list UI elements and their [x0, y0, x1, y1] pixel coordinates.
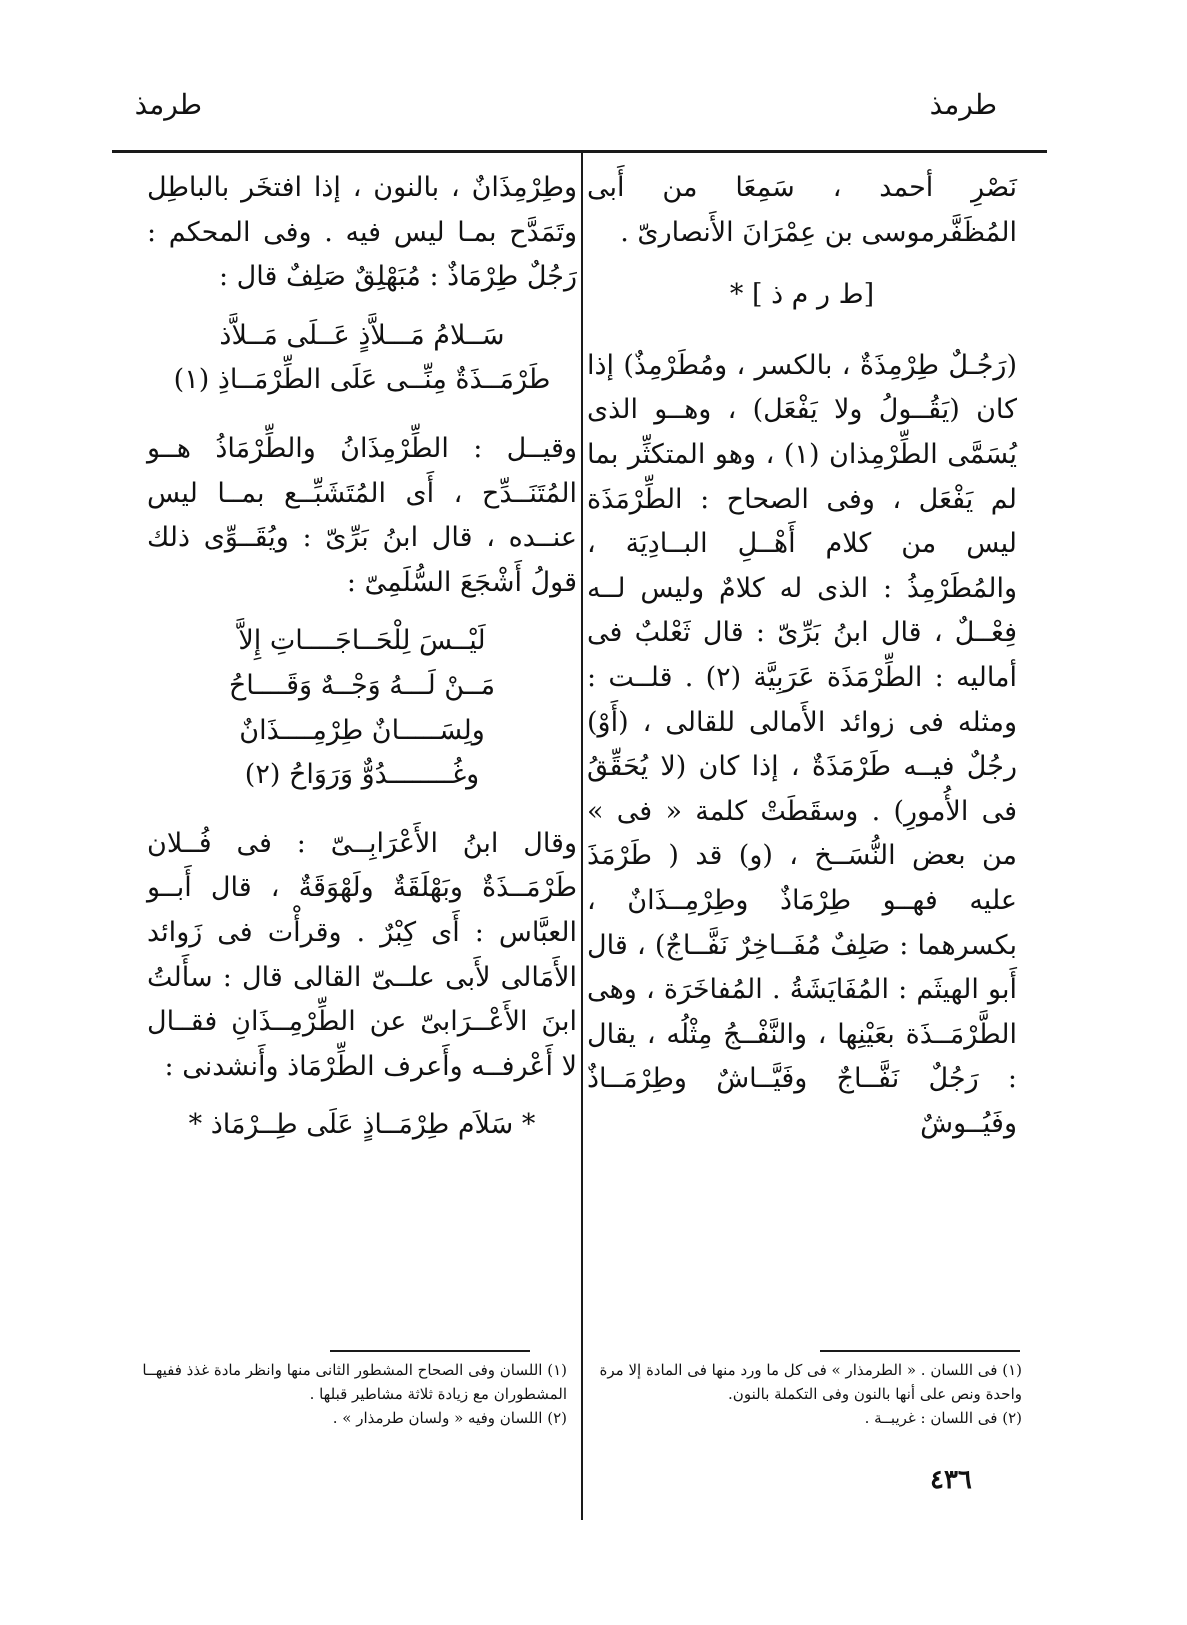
right-column	[587, 166, 1017, 1146]
footnotes-right	[592, 1358, 1022, 1430]
column-divider	[581, 150, 583, 1520]
footnote-rule-left	[330, 1350, 530, 1352]
page-number: ٤٣٦	[930, 1465, 972, 1495]
verse-2-line-2: مَــنْ لَـــهُ وَجْــهٌ وَقَــــاحُ	[228, 669, 496, 701]
verse-1-line-1: سَــلامُ مَـــلاَّذٍ عَــلَى مَــلاَّذ	[219, 319, 505, 351]
running-header-left: طرمذ	[134, 88, 202, 121]
header-rule	[112, 150, 1047, 153]
footnote-right-1: (١) فى اللسان . « الطرمذار » فى كل ما ورد منها فى المادة إلا مرة واحدة ونص على أنها بالنون وفى التكملة بالنون.	[599, 1361, 1022, 1403]
footnotes-left	[137, 1358, 567, 1430]
running-header-right: طرمذ	[929, 88, 997, 121]
verse-2-line-1: لَيْــسَ لِلْحَــاجَــــاتِ إِلاَّ	[238, 625, 486, 657]
left-column	[147, 166, 577, 1148]
verse-1	[147, 314, 577, 403]
footnote-rule-right	[820, 1350, 1020, 1352]
left-column-para-2: وقيــل : الطِّرْمِذَانُ والطِّرْمَاذُ هــو المُتَنَــدِّح ، أَى المُتَشَبِّــع بمــا ليس عنــده ، قال ابنُ بَرِّىّ : ويُقَــوِّى ذلك قولُ أَشْجَعَ السُّلَمِىّ :	[147, 432, 577, 598]
right-column-intro: نَصْرِ أحمد ، سَمِعَا من أَبى المُظَفَّرموسى بن عِمْرَانَ الأَنصارىّ .	[587, 172, 1017, 248]
verse-3-line-1: * سَلاَم طِرْمَــاذٍ عَلَى طِــرْمَاذ *	[188, 1109, 536, 1141]
left-column-para-1: وطِرْمِذَانٌ ، بالنون ، إذا افتخَر بالباطِل وتَمَدَّح بمـا ليس فيه . وفى المحكم : رَجُلٌ طِرْمَاذٌ : مُبَهْلِقٌ صَلِفٌ قال :	[147, 172, 577, 293]
verse-3	[147, 1103, 577, 1148]
right-column-body: (رَجُـلٌ طِرْمِذَةٌ ، بالكسر ، ومُطَرْمِذٌ) إذا كان (يَقُــولُ ولا يَفْعَل) ، وهــو الذى يُسَمَّى الطِّرْمِذان (١) ، وهو المتكثِّر بما لم يَفْعَل ، وفى الصحاح : الطِّرْمَذَة ليس من كلام أَهْــلِ البــادِيَة ، والمُطَرْمِذُ : الذى له كلامٌ وليس لــه فِعْــلٌ ، قال ابنُ بَرِّىّ : قال ثَعْلبٌ فى أماليه : الطِّرْمَذَة عَرَبِيَّة (٢) . قلــت : ومثله فى زوائد الأَمالى للقالى ، (أَوْ) رجُلٌ فيــه طَرْمَذَةٌ ، إذا كان (لا يُحَقِّقُ فى الأُمورِ) . وسقَطَتْ كلمة « فى » من بعض النُّسَــخ ، (و) قد ( طَرْمَذَ عليه فهــو طِرْمَاذٌ وطِرْمِــذَانٌ ، بكسرهما : صَلِفٌ مُفَــاخِرٌ نَفَّــاجٌ) ، قال أَبو الهيثَم : المُفَايَشَةُ . المُفاخَرَة ، وهى الطَّرْمَــذَة بعَيْنِها ، والنَّفْــجُ مِثْلُه ، يقال : رَجُلٌ نَفَّــاجٌ وفَيَّــاشٌ وطِرْمَــاذٌ وفَيُــوشٌ	[587, 349, 1018, 1139]
footnote-right-2: (٢) فى اللسان : غريبــة .	[864, 1409, 1022, 1427]
footnote-left-2: (٢) اللسان وفيه « ولسان طرمذار » .	[332, 1409, 567, 1427]
footnote-left-1: (١) اللسان وفى الصحاح المشطور الثانى منها وانظر مادة غذذ ففيهــا المشطوران مع زيادة ثلاثة مشاطير قبلها .	[142, 1361, 567, 1403]
entry-heading: [ط ر م ذ ] *	[729, 279, 875, 311]
verse-2-line-4: وغُــــــــدُوٌّ وَرَوَاحُ (٢)	[244, 759, 480, 791]
verse-1-line-2: طَرْمَــذَةٌ مِنِّــى عَلَى الطِّرْمَــاذِ (١)	[173, 364, 551, 396]
left-column-para-3: وقال ابنُ الأَعْرَابِــىّ : فى فُــلان طَرْمَــذَةٌ وبَهْلَقَةٌ ولَهْوَقَةٌ ، قال أَبــو العبَّاس : أَى كِبْرٌ . وقرأْت فى زَوائد الأَمَالى لأَبى علــىّ القالى قال : سأَلتُ ابنَ الأَعْــرَابىّ عن الطِّرْمِــذَانِ فقــال لا أَعْرفــه وأَعرف الطِّرْمَاذ وأَنشدنى :	[147, 827, 577, 1082]
verse-2-line-3: ولِسَـــــانٌ طِرْمِــــذَانٌ	[239, 714, 485, 746]
verse-2	[147, 619, 577, 797]
